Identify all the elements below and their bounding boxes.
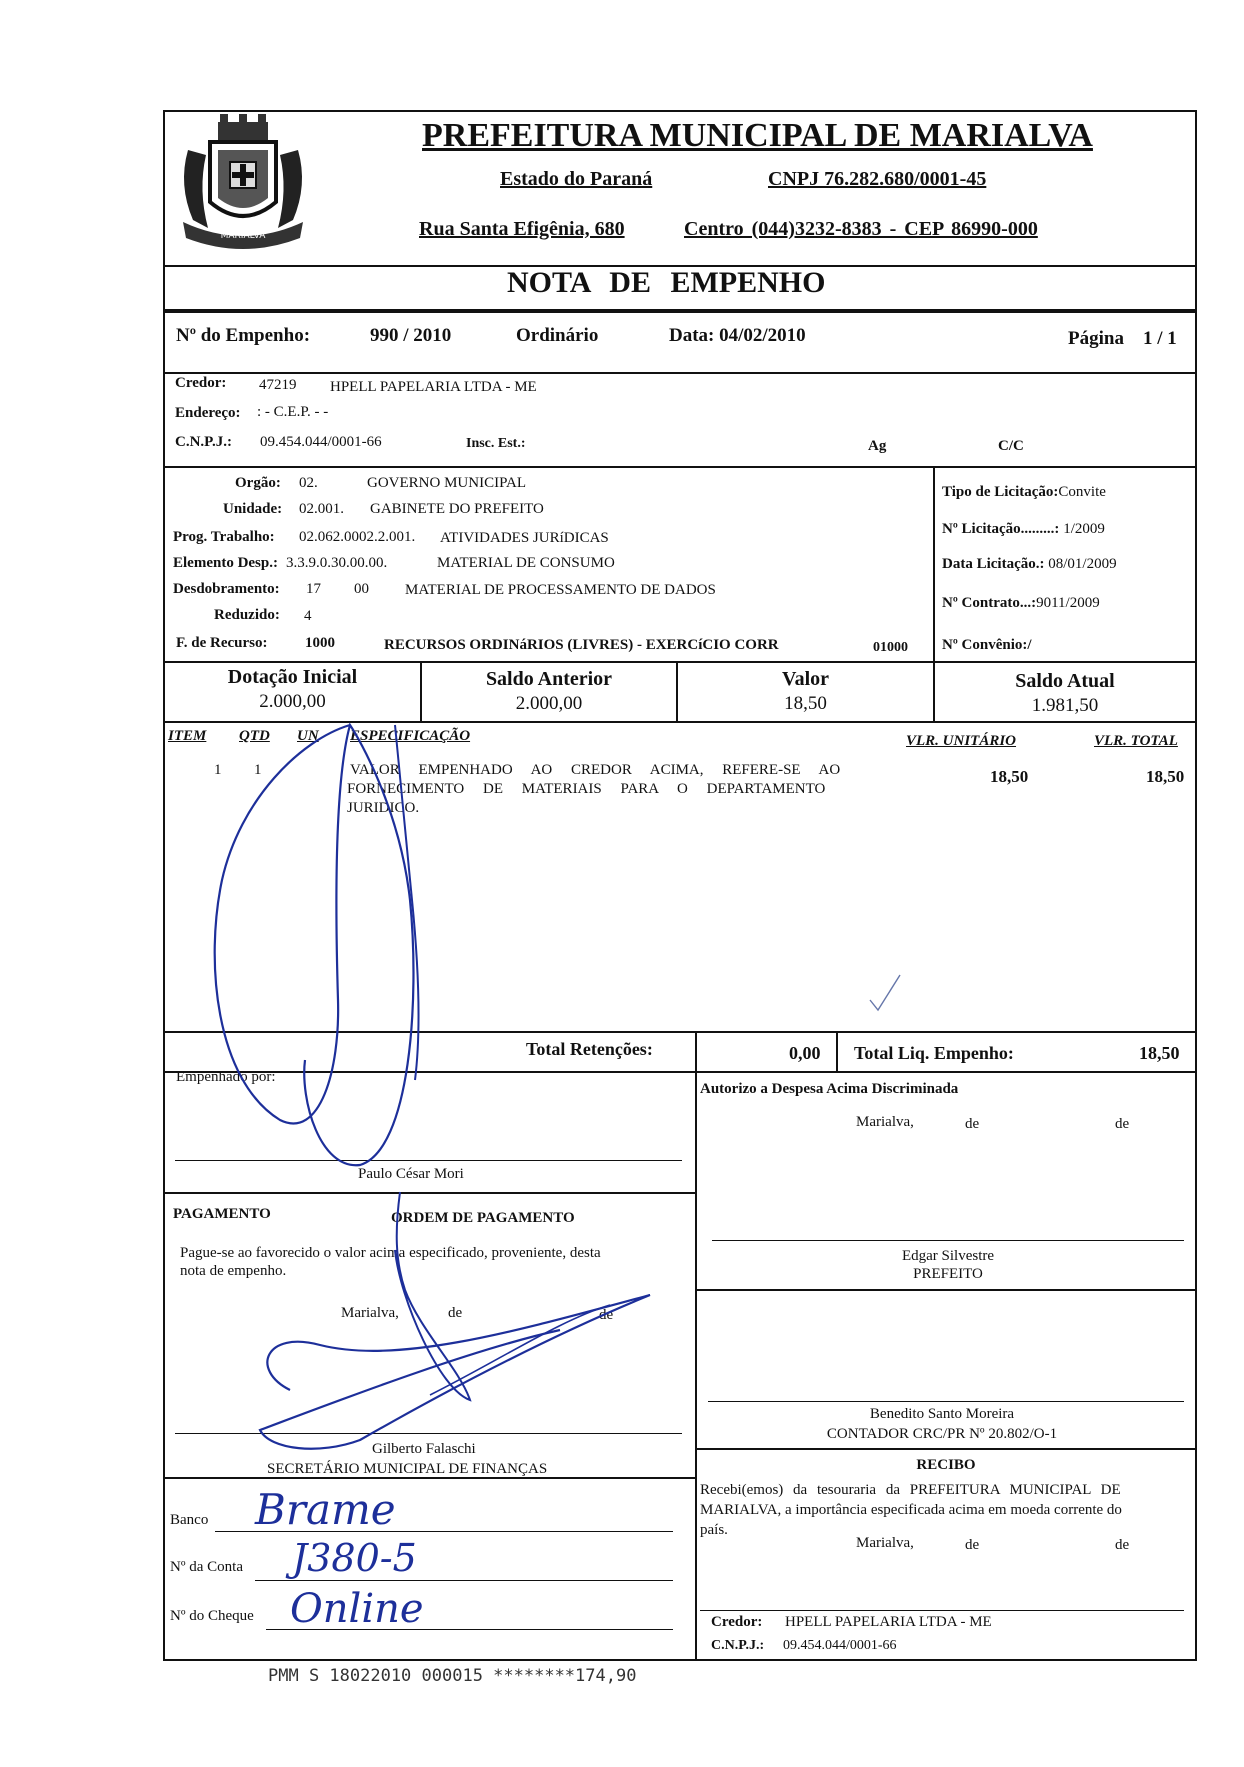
licit-data: Data Licitação.: 08/01/2009 — [942, 556, 1117, 572]
orgao-value: 02. — [299, 475, 318, 491]
rule-recibo-sign — [700, 1610, 1184, 1611]
header-address: Centro (044)3232-8383 - CEP 86990-000 — [684, 218, 1038, 240]
retencoes-label: Total Retenções: — [526, 1039, 653, 1059]
recurso-code: 01000 — [873, 640, 908, 655]
recibo-label: RECIBO — [916, 1457, 976, 1473]
recibo-place: Marialva, — [856, 1535, 914, 1551]
recibo-text-2: MARIALVA, a importância especificada acima em moeda corrente do — [700, 1502, 1122, 1518]
rule-conta — [255, 1580, 673, 1581]
pagamento-text-1: Pague-se ao favorecido o valor acima especificado, proveniente, desta — [180, 1245, 601, 1261]
page-label: Página — [1068, 328, 1124, 349]
anterior-label: Saldo Anterior — [485, 668, 613, 690]
ordem-label: ORDEM DE PAGAMENTO — [391, 1210, 575, 1226]
ag-label: Ag — [868, 438, 887, 454]
recurso-desc: RECURSOS ORDINáRIOS (LIVRES) - EXERCíCIO CORR — [384, 637, 779, 653]
rule-totais-bottom — [163, 1071, 1197, 1073]
prefeito-role: PREFEITO — [913, 1266, 983, 1282]
recibo-de1: de — [965, 1537, 980, 1553]
pagamento-de2: de — [599, 1307, 614, 1323]
contador-name: Benedito Santo Moreira — [869, 1406, 1015, 1422]
elemento-value: 3.3.9.0.30.00.00. — [286, 555, 388, 571]
empenho-number: 990 / 2010 — [370, 325, 452, 346]
licit-numero: Nº Licitação.........: 1/2009 — [942, 521, 1105, 537]
reduzido-value: 4 — [304, 608, 312, 624]
pagamento-text-2: nota de empenho. — [180, 1263, 287, 1279]
recibo-text-3: país. — [700, 1522, 728, 1538]
secretario-name: Gilberto Falaschi — [372, 1441, 476, 1457]
prog-desc: ATIVIDADES JURíDICAS — [440, 530, 609, 546]
rule-totais-top — [163, 1031, 1197, 1033]
empenhado-label: Empenhado por: — [176, 1069, 276, 1085]
empenho-type: Ordinário — [516, 325, 599, 346]
row-desc-1: VALOR EMPENHADO AO CREDOR ACIMA, REFERE-SE AO — [350, 762, 841, 778]
unidade-desc: GABINETE DO PREFEITO — [370, 501, 544, 517]
rule-empenhado-bottom — [163, 1192, 695, 1194]
credor-name: HPELL PAPELARIA LTDA - ME — [330, 379, 537, 395]
anterior-value: 2.000,00 — [515, 693, 583, 714]
cheque-label: Nº do Cheque — [170, 1608, 254, 1624]
valor-label: Valor — [781, 668, 830, 690]
endereco-value: : - C.E.P. - - — [257, 404, 329, 420]
rule-saldos-top — [163, 661, 1197, 663]
atual-value: 1.981,50 — [1031, 695, 1099, 716]
orgao-desc: GOVERNO MUNICIPAL — [367, 475, 527, 491]
autorizo-de1: de — [965, 1116, 980, 1132]
recibo-cnpj-value: 09.454.044/0001-66 — [783, 1638, 897, 1653]
licit-convenio: Nº Convênio:/ — [942, 637, 1032, 653]
row-unit: 18,50 — [990, 767, 1029, 786]
conta-handwritten: J380-5 — [292, 1536, 417, 1580]
col-item: ITEM — [168, 728, 207, 744]
liquido-value: 18,50 — [1139, 1043, 1180, 1063]
svg-text:MARIALVA: MARIALVA — [220, 231, 266, 241]
row-total: 18,50 — [1146, 767, 1185, 786]
header-street: Rua Santa Efigênia, 680 — [419, 218, 625, 240]
pagamento-place: Marialva, — [341, 1305, 399, 1321]
autorizo-label: Autorizo a Despesa Acima Discriminada — [700, 1081, 959, 1097]
cheque-handwritten: Online — [290, 1586, 424, 1632]
empenho-label: Nº do Empenho: — [176, 325, 311, 346]
cnpj-label: C.N.P.J.: — [175, 434, 232, 450]
recibo-credor-value: HPELL PAPELARIA LTDA - ME — [785, 1614, 992, 1630]
rule-contador-sign — [708, 1401, 1184, 1402]
col-unit: VLR. UNITÁRIO — [906, 733, 1017, 749]
licit-tipo: Tipo de Licitação:Convite — [942, 484, 1106, 500]
header-cnpj: CNPJ 76.282.680/0001-45 — [768, 168, 987, 190]
banco-handwritten: Brame — [255, 1485, 396, 1534]
liquido-label: Total Liq. Empenho: — [854, 1043, 1014, 1063]
row-desc-3: JURIDICO. — [347, 800, 420, 816]
credor-code: 47219 — [259, 377, 297, 393]
prog-value: 02.062.0002.2.001. — [299, 529, 416, 545]
rule-totais-v — [836, 1031, 838, 1071]
printed-stamp: PMM S 18022010 000015 ********174,90 — [268, 1666, 637, 1686]
recibo-credor-label: Credor: — [711, 1614, 763, 1630]
rule-empenhado-sign — [175, 1160, 682, 1161]
doc-title: NOTA DE EMPENHO — [507, 266, 826, 299]
col-qtd: QTD — [239, 728, 270, 744]
rule-secretario-sign — [175, 1433, 682, 1434]
elemento-label: Elemento Desp.: — [173, 555, 278, 571]
rule-licit-v — [933, 466, 935, 662]
recurso-label: F. de Recurso: — [176, 635, 268, 651]
licit-contrato: Nº Contrato...:9011/2009 — [942, 595, 1100, 611]
desdobramento-desc: MATERIAL DE PROCESSAMENTO DE DADOS — [405, 582, 716, 598]
endereco-label: Endereço: — [175, 405, 241, 421]
autorizo-place: Marialva, — [856, 1114, 914, 1130]
cnpj-value: 09.454.044/0001-66 — [260, 434, 382, 450]
rule-prefeito-bottom — [695, 1289, 1197, 1291]
desdobramento-label: Desdobramento: — [173, 581, 280, 597]
rule-middle-v — [695, 1031, 697, 1661]
rule-prefeito-sign — [712, 1240, 1184, 1241]
prefeito-name: Edgar Silvestre — [901, 1248, 995, 1264]
row-qtd: 1 — [254, 762, 262, 778]
reduzido-label: Reduzido: — [214, 607, 280, 623]
unidade-label: Unidade: — [223, 501, 283, 517]
col-total: VLR. TOTAL — [1094, 733, 1178, 749]
dotacao-value: 2.000,00 — [259, 691, 326, 712]
dotacao-label: Dotação Inicial — [227, 666, 358, 688]
row-item: 1 — [214, 762, 222, 778]
recibo-de2: de — [1115, 1537, 1130, 1553]
unidade-value: 02.001. — [299, 501, 344, 517]
retencoes-value: 0,00 — [789, 1043, 821, 1063]
pagamento-label: PAGAMENTO — [173, 1206, 271, 1222]
rule-title — [163, 309, 1197, 313]
page-number: 1 / 1 — [1143, 328, 1177, 349]
row-desc-2: FORNECIMENTO DE MATERIAIS PARA O DEPARTAMENTO — [347, 781, 826, 797]
coat-of-arms-logo — [168, 110, 318, 258]
autorizo-de2: de — [1115, 1116, 1130, 1132]
recurso-value: 1000 — [305, 635, 335, 651]
prog-label: Prog. Trabalho: — [173, 529, 275, 545]
empenhado-name: Paulo César Mori — [358, 1166, 464, 1182]
col-espec: ESPECIFICAÇÃO — [350, 728, 471, 744]
header-title: PREFEITURA MUNICIPAL DE MARIALVA — [422, 117, 1093, 154]
empenho-date: Data: 04/02/2010 — [669, 325, 806, 346]
elemento-desc: MATERIAL DE CONSUMO — [437, 555, 615, 571]
valor-value: 18,50 — [784, 693, 827, 714]
banco-label: Banco — [170, 1512, 209, 1528]
header-state: Estado do Paraná — [500, 168, 653, 190]
atual-label: Saldo Atual — [1015, 670, 1115, 692]
contador-role: CONTADOR CRC/PR Nº 20.802/O-1 — [826, 1426, 1058, 1442]
orgao-label: Orgão: — [235, 475, 281, 491]
credor-label: Credor: — [175, 375, 227, 391]
col-un: UN — [297, 728, 319, 744]
cc-label: C/C — [998, 438, 1024, 454]
pagamento-de1: de — [448, 1305, 463, 1321]
recibo-cnpj-label: C.N.P.J.: — [711, 1638, 765, 1653]
desdobramento-value: 17 — [306, 581, 321, 597]
conta-label: Nº da Conta — [170, 1559, 243, 1575]
insc-label: Insc. Est.: — [466, 436, 526, 451]
desdobramento-sub: 00 — [354, 581, 369, 597]
secretario-role: SECRETÁRIO MUNICIPAL DE FINANÇAS — [267, 1461, 548, 1477]
rule-empenho — [163, 372, 1197, 374]
recibo-text-1: Recebi(emos) da tesouraria da PREFEITURA MUNICIPAL DE — [700, 1482, 1121, 1498]
rule-saldos-bottom — [163, 721, 1197, 723]
rule-credor — [163, 466, 1197, 468]
rule-contador-bottom — [695, 1448, 1197, 1450]
